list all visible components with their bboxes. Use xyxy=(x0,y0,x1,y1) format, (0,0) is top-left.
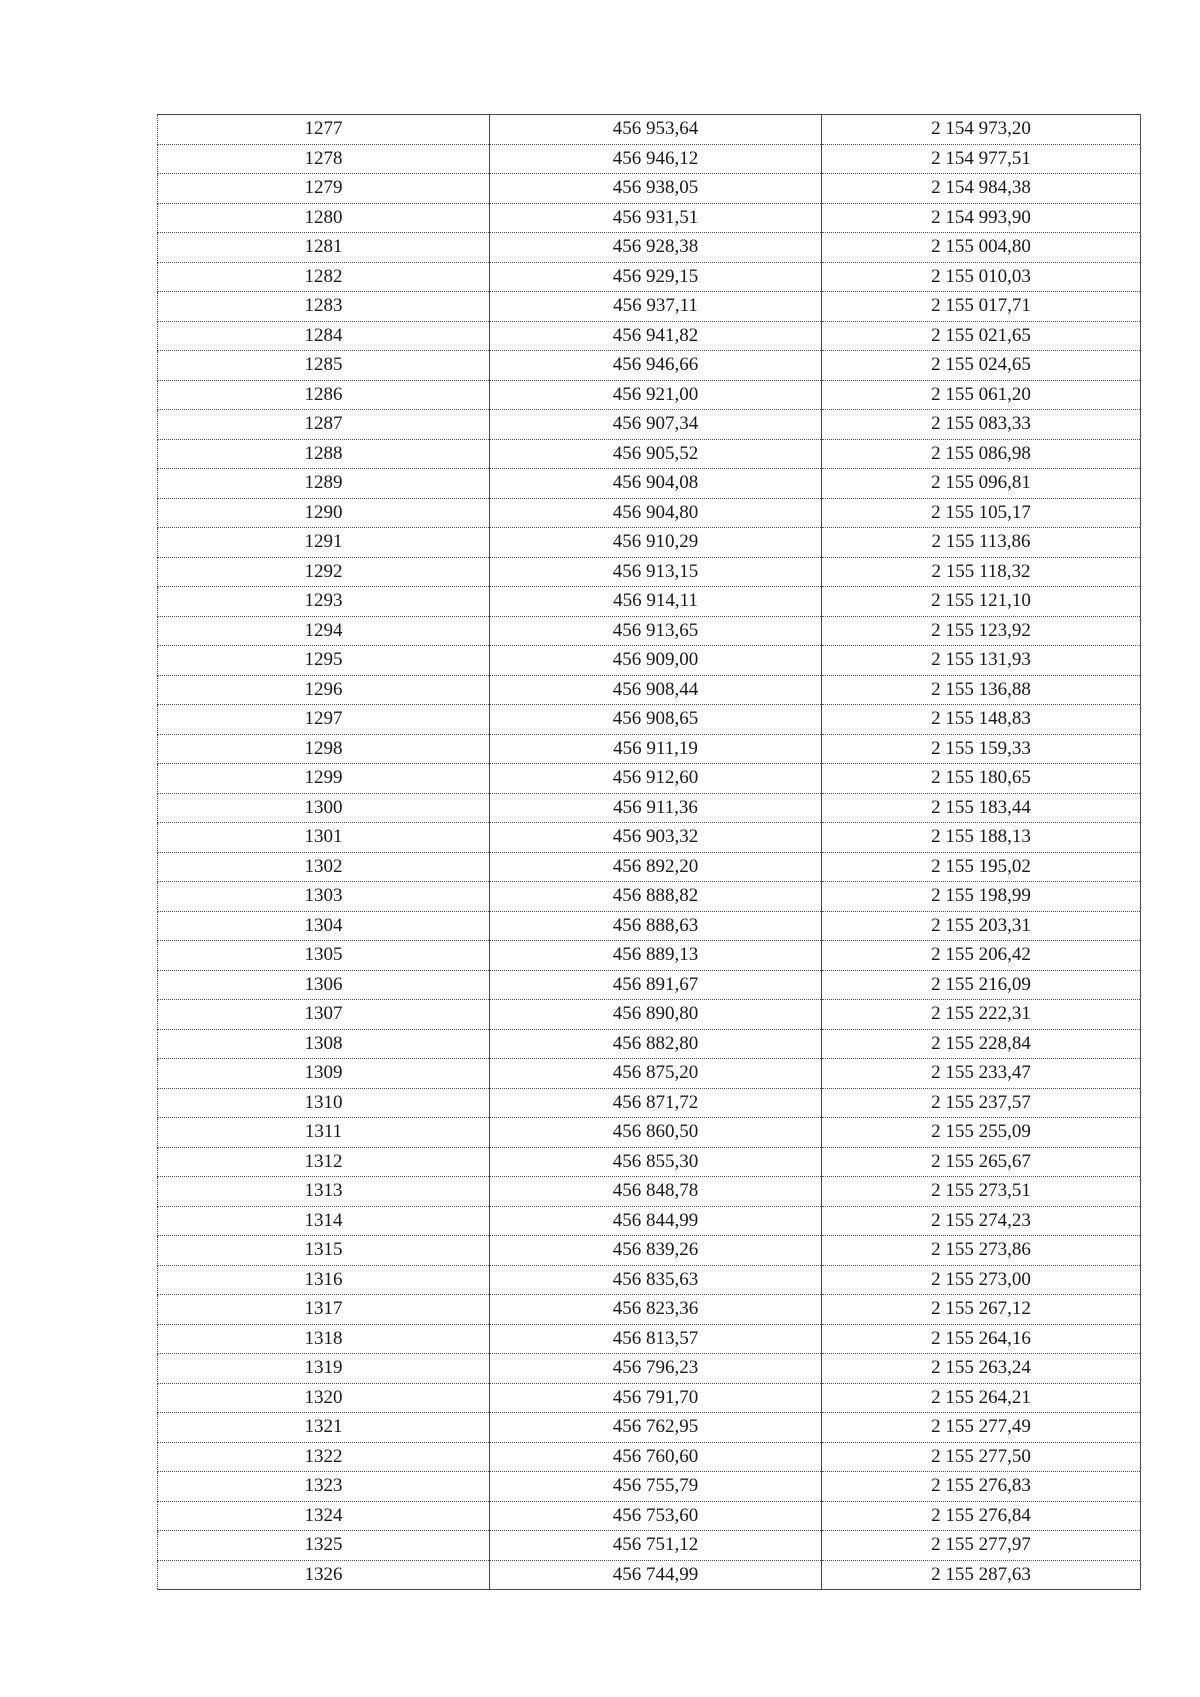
table-row xyxy=(158,1501,1141,1531)
y-coordinate-cell: 2 155 021,65 xyxy=(822,321,1141,351)
point-number-cell: 1280 xyxy=(158,203,490,233)
point-number-cell: 1315 xyxy=(158,1236,490,1266)
y-coordinate-cell: 2 155 198,99 xyxy=(822,882,1141,912)
point-number-cell: 1306 xyxy=(158,970,490,1000)
document-page xyxy=(157,114,1140,1590)
table-row xyxy=(158,1059,1141,1089)
y-coordinate-cell: 2 155 123,92 xyxy=(822,616,1141,646)
point-number-cell: 1312 xyxy=(158,1147,490,1177)
point-number-cell: 1300 xyxy=(158,793,490,823)
table-row xyxy=(158,1442,1141,1472)
x-coordinate-cell: 456 941,82 xyxy=(490,321,822,351)
x-coordinate-cell: 456 888,63 xyxy=(490,911,822,941)
y-coordinate-cell: 2 155 086,98 xyxy=(822,439,1141,469)
x-coordinate-cell: 456 848,78 xyxy=(490,1177,822,1207)
table-row xyxy=(158,1206,1141,1236)
x-coordinate-cell: 456 921,00 xyxy=(490,380,822,410)
table-row xyxy=(158,1324,1141,1354)
point-number-cell: 1277 xyxy=(158,115,490,145)
x-coordinate-cell: 456 938,05 xyxy=(490,174,822,204)
table-row xyxy=(158,469,1141,499)
y-coordinate-cell: 2 155 273,51 xyxy=(822,1177,1141,1207)
y-coordinate-cell: 2 155 096,81 xyxy=(822,469,1141,499)
point-number-cell: 1285 xyxy=(158,351,490,381)
table-row xyxy=(158,1000,1141,1030)
y-coordinate-cell: 2 155 004,80 xyxy=(822,233,1141,263)
table-row xyxy=(158,203,1141,233)
y-coordinate-cell: 2 155 105,17 xyxy=(822,498,1141,528)
table-row xyxy=(158,852,1141,882)
table-row xyxy=(158,911,1141,941)
table-row xyxy=(158,351,1141,381)
y-coordinate-cell: 2 155 277,49 xyxy=(822,1413,1141,1443)
point-number-cell: 1322 xyxy=(158,1442,490,1472)
table-row xyxy=(158,1236,1141,1266)
y-coordinate-cell: 2 155 233,47 xyxy=(822,1059,1141,1089)
y-coordinate-cell: 2 155 237,57 xyxy=(822,1088,1141,1118)
table-row xyxy=(158,1383,1141,1413)
y-coordinate-cell: 2 155 131,93 xyxy=(822,646,1141,676)
point-number-cell: 1293 xyxy=(158,587,490,617)
coordinates-table xyxy=(157,114,1141,1590)
point-number-cell: 1326 xyxy=(158,1560,490,1590)
table-row xyxy=(158,1029,1141,1059)
x-coordinate-cell: 456 891,67 xyxy=(490,970,822,1000)
y-coordinate-cell: 2 155 287,63 xyxy=(822,1560,1141,1590)
point-number-cell: 1286 xyxy=(158,380,490,410)
y-coordinate-cell: 2 155 159,33 xyxy=(822,734,1141,764)
point-number-cell: 1319 xyxy=(158,1354,490,1384)
x-coordinate-cell: 456 762,95 xyxy=(490,1413,822,1443)
coordinates-table-body xyxy=(158,115,1141,1590)
y-coordinate-cell: 2 155 206,42 xyxy=(822,941,1141,971)
y-coordinate-cell: 2 155 203,31 xyxy=(822,911,1141,941)
x-coordinate-cell: 456 904,80 xyxy=(490,498,822,528)
x-coordinate-cell: 456 860,50 xyxy=(490,1118,822,1148)
point-number-cell: 1282 xyxy=(158,262,490,292)
table-row xyxy=(158,616,1141,646)
y-coordinate-cell: 2 155 273,86 xyxy=(822,1236,1141,1266)
x-coordinate-cell: 456 823,36 xyxy=(490,1295,822,1325)
point-number-cell: 1314 xyxy=(158,1206,490,1236)
y-coordinate-cell: 2 155 264,21 xyxy=(822,1383,1141,1413)
x-coordinate-cell: 456 888,82 xyxy=(490,882,822,912)
x-coordinate-cell: 456 875,20 xyxy=(490,1059,822,1089)
table-row xyxy=(158,764,1141,794)
y-coordinate-cell: 2 155 024,65 xyxy=(822,351,1141,381)
x-coordinate-cell: 456 796,23 xyxy=(490,1354,822,1384)
point-number-cell: 1305 xyxy=(158,941,490,971)
table-row xyxy=(158,970,1141,1000)
table-row xyxy=(158,174,1141,204)
x-coordinate-cell: 456 946,66 xyxy=(490,351,822,381)
y-coordinate-cell: 2 154 977,51 xyxy=(822,144,1141,174)
x-coordinate-cell: 456 953,64 xyxy=(490,115,822,145)
table-row xyxy=(158,1177,1141,1207)
point-number-cell: 1301 xyxy=(158,823,490,853)
table-row xyxy=(158,823,1141,853)
point-number-cell: 1307 xyxy=(158,1000,490,1030)
point-number-cell: 1313 xyxy=(158,1177,490,1207)
table-row xyxy=(158,793,1141,823)
y-coordinate-cell: 2 155 061,20 xyxy=(822,380,1141,410)
x-coordinate-cell: 456 751,12 xyxy=(490,1531,822,1561)
y-coordinate-cell: 2 154 984,38 xyxy=(822,174,1141,204)
x-coordinate-cell: 456 937,11 xyxy=(490,292,822,322)
table-row xyxy=(158,1118,1141,1148)
y-coordinate-cell: 2 154 973,20 xyxy=(822,115,1141,145)
y-coordinate-cell: 2 155 183,44 xyxy=(822,793,1141,823)
y-coordinate-cell: 2 155 273,00 xyxy=(822,1265,1141,1295)
point-number-cell: 1290 xyxy=(158,498,490,528)
point-number-cell: 1308 xyxy=(158,1029,490,1059)
x-coordinate-cell: 456 835,63 xyxy=(490,1265,822,1295)
point-number-cell: 1288 xyxy=(158,439,490,469)
x-coordinate-cell: 456 903,32 xyxy=(490,823,822,853)
x-coordinate-cell: 456 928,38 xyxy=(490,233,822,263)
table-row xyxy=(158,882,1141,912)
y-coordinate-cell: 2 155 136,88 xyxy=(822,675,1141,705)
point-number-cell: 1278 xyxy=(158,144,490,174)
point-number-cell: 1304 xyxy=(158,911,490,941)
table-row xyxy=(158,262,1141,292)
table-row xyxy=(158,734,1141,764)
x-coordinate-cell: 456 791,70 xyxy=(490,1383,822,1413)
x-coordinate-cell: 456 904,08 xyxy=(490,469,822,499)
table-row xyxy=(158,705,1141,735)
y-coordinate-cell: 2 155 113,86 xyxy=(822,528,1141,558)
table-row xyxy=(158,144,1141,174)
point-number-cell: 1287 xyxy=(158,410,490,440)
point-number-cell: 1296 xyxy=(158,675,490,705)
table-row xyxy=(158,1560,1141,1590)
point-number-cell: 1325 xyxy=(158,1531,490,1561)
table-row xyxy=(158,941,1141,971)
table-row xyxy=(158,1295,1141,1325)
point-number-cell: 1283 xyxy=(158,292,490,322)
x-coordinate-cell: 456 946,12 xyxy=(490,144,822,174)
y-coordinate-cell: 2 155 180,65 xyxy=(822,764,1141,794)
table-row xyxy=(158,233,1141,263)
y-coordinate-cell: 2 155 276,84 xyxy=(822,1501,1141,1531)
y-coordinate-cell: 2 155 083,33 xyxy=(822,410,1141,440)
x-coordinate-cell: 456 931,51 xyxy=(490,203,822,233)
x-coordinate-cell: 456 871,72 xyxy=(490,1088,822,1118)
x-coordinate-cell: 456 755,79 xyxy=(490,1472,822,1502)
y-coordinate-cell: 2 155 228,84 xyxy=(822,1029,1141,1059)
x-coordinate-cell: 456 892,20 xyxy=(490,852,822,882)
table-row xyxy=(158,675,1141,705)
point-number-cell: 1295 xyxy=(158,646,490,676)
y-coordinate-cell: 2 155 216,09 xyxy=(822,970,1141,1000)
x-coordinate-cell: 456 912,60 xyxy=(490,764,822,794)
point-number-cell: 1320 xyxy=(158,1383,490,1413)
point-number-cell: 1303 xyxy=(158,882,490,912)
x-coordinate-cell: 456 905,52 xyxy=(490,439,822,469)
point-number-cell: 1324 xyxy=(158,1501,490,1531)
y-coordinate-cell: 2 155 274,23 xyxy=(822,1206,1141,1236)
y-coordinate-cell: 2 155 121,10 xyxy=(822,587,1141,617)
point-number-cell: 1299 xyxy=(158,764,490,794)
table-row xyxy=(158,1147,1141,1177)
y-coordinate-cell: 2 155 010,03 xyxy=(822,262,1141,292)
table-row xyxy=(158,528,1141,558)
y-coordinate-cell: 2 154 993,90 xyxy=(822,203,1141,233)
table-row xyxy=(158,587,1141,617)
x-coordinate-cell: 456 908,44 xyxy=(490,675,822,705)
point-number-cell: 1294 xyxy=(158,616,490,646)
table-row xyxy=(158,1265,1141,1295)
x-coordinate-cell: 456 813,57 xyxy=(490,1324,822,1354)
point-number-cell: 1292 xyxy=(158,557,490,587)
x-coordinate-cell: 456 911,36 xyxy=(490,793,822,823)
point-number-cell: 1318 xyxy=(158,1324,490,1354)
y-coordinate-cell: 2 155 255,09 xyxy=(822,1118,1141,1148)
point-number-cell: 1323 xyxy=(158,1472,490,1502)
x-coordinate-cell: 456 744,99 xyxy=(490,1560,822,1590)
x-coordinate-cell: 456 889,13 xyxy=(490,941,822,971)
x-coordinate-cell: 456 760,60 xyxy=(490,1442,822,1472)
x-coordinate-cell: 456 929,15 xyxy=(490,262,822,292)
table-row xyxy=(158,498,1141,528)
x-coordinate-cell: 456 908,65 xyxy=(490,705,822,735)
point-number-cell: 1302 xyxy=(158,852,490,882)
point-number-cell: 1281 xyxy=(158,233,490,263)
point-number-cell: 1289 xyxy=(158,469,490,499)
point-number-cell: 1321 xyxy=(158,1413,490,1443)
y-coordinate-cell: 2 155 267,12 xyxy=(822,1295,1141,1325)
y-coordinate-cell: 2 155 265,67 xyxy=(822,1147,1141,1177)
x-coordinate-cell: 456 909,00 xyxy=(490,646,822,676)
y-coordinate-cell: 2 155 195,02 xyxy=(822,852,1141,882)
x-coordinate-cell: 456 913,15 xyxy=(490,557,822,587)
table-row xyxy=(158,410,1141,440)
table-row xyxy=(158,1354,1141,1384)
y-coordinate-cell: 2 155 017,71 xyxy=(822,292,1141,322)
point-number-cell: 1284 xyxy=(158,321,490,351)
table-row xyxy=(158,292,1141,322)
y-coordinate-cell: 2 155 148,83 xyxy=(822,705,1141,735)
table-row xyxy=(158,321,1141,351)
point-number-cell: 1279 xyxy=(158,174,490,204)
y-coordinate-cell: 2 155 277,50 xyxy=(822,1442,1141,1472)
table-row xyxy=(158,115,1141,145)
table-row xyxy=(158,646,1141,676)
x-coordinate-cell: 456 890,80 xyxy=(490,1000,822,1030)
x-coordinate-cell: 456 913,65 xyxy=(490,616,822,646)
x-coordinate-cell: 456 839,26 xyxy=(490,1236,822,1266)
x-coordinate-cell: 456 855,30 xyxy=(490,1147,822,1177)
y-coordinate-cell: 2 155 277,97 xyxy=(822,1531,1141,1561)
x-coordinate-cell: 456 753,60 xyxy=(490,1501,822,1531)
table-row xyxy=(158,439,1141,469)
point-number-cell: 1309 xyxy=(158,1059,490,1089)
table-row xyxy=(158,1531,1141,1561)
x-coordinate-cell: 456 844,99 xyxy=(490,1206,822,1236)
point-number-cell: 1317 xyxy=(158,1295,490,1325)
x-coordinate-cell: 456 910,29 xyxy=(490,528,822,558)
y-coordinate-cell: 2 155 276,83 xyxy=(822,1472,1141,1502)
table-row xyxy=(158,1413,1141,1443)
point-number-cell: 1316 xyxy=(158,1265,490,1295)
table-row xyxy=(158,1472,1141,1502)
x-coordinate-cell: 456 914,11 xyxy=(490,587,822,617)
point-number-cell: 1291 xyxy=(158,528,490,558)
y-coordinate-cell: 2 155 222,31 xyxy=(822,1000,1141,1030)
y-coordinate-cell: 2 155 264,16 xyxy=(822,1324,1141,1354)
point-number-cell: 1311 xyxy=(158,1118,490,1148)
x-coordinate-cell: 456 907,34 xyxy=(490,410,822,440)
x-coordinate-cell: 456 911,19 xyxy=(490,734,822,764)
table-row xyxy=(158,380,1141,410)
y-coordinate-cell: 2 155 118,32 xyxy=(822,557,1141,587)
x-coordinate-cell: 456 882,80 xyxy=(490,1029,822,1059)
y-coordinate-cell: 2 155 263,24 xyxy=(822,1354,1141,1384)
point-number-cell: 1298 xyxy=(158,734,490,764)
point-number-cell: 1297 xyxy=(158,705,490,735)
y-coordinate-cell: 2 155 188,13 xyxy=(822,823,1141,853)
table-row xyxy=(158,1088,1141,1118)
table-row xyxy=(158,557,1141,587)
point-number-cell: 1310 xyxy=(158,1088,490,1118)
